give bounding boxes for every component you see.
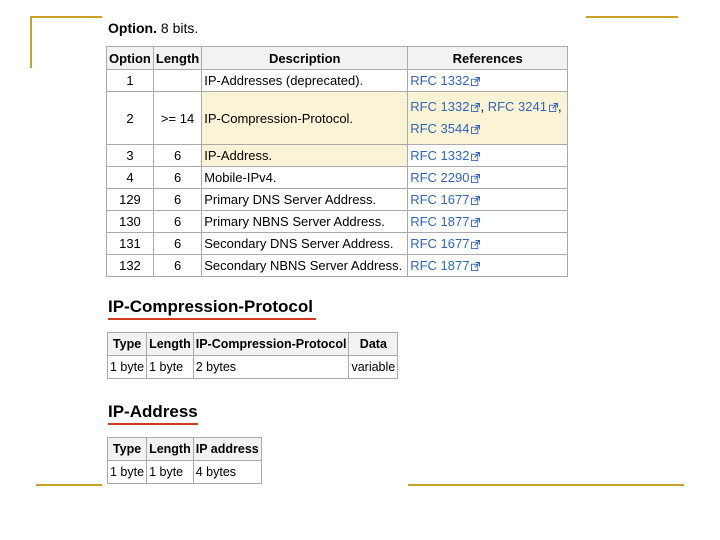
cell-option: 132 — [107, 255, 154, 277]
section-underline — [108, 318, 316, 320]
cell-references — [408, 233, 568, 255]
header-ip-compression-protocol: IP-Compression-Protocol — [193, 333, 349, 356]
external-link-icon — [471, 196, 480, 205]
cell-references — [408, 167, 568, 189]
cell-option: 130 — [107, 211, 154, 233]
header-data: Data — [349, 333, 398, 356]
cell-description: IP-Addresses (deprecated). — [202, 70, 408, 92]
heading-rest: 8 bits. — [157, 20, 199, 36]
cell-length: 6 — [153, 233, 201, 255]
cell-references — [408, 189, 568, 211]
cell-type: 1 byte — [108, 461, 147, 484]
cell-description: IP-Compression-Protocol. — [202, 92, 408, 145]
header-ip-address: IP address — [193, 438, 261, 461]
ip-compression-table — [107, 332, 398, 379]
cell-length: 6 — [153, 255, 201, 277]
cell-length: 6 — [153, 145, 201, 167]
heading-bold: Option. — [108, 20, 157, 36]
cell-description: IP-Address. — [202, 145, 408, 167]
ref-link[interactable]: RFC 1877 — [410, 258, 470, 273]
cell-option: 4 — [107, 167, 154, 189]
options-header-row — [107, 47, 568, 70]
external-link-icon — [549, 103, 558, 112]
frame-line — [30, 16, 102, 18]
cell-length: >= 14 — [153, 92, 201, 145]
table-row — [107, 189, 568, 211]
table-row — [107, 145, 568, 167]
ref-link[interactable]: RFC 1877 — [410, 214, 470, 229]
section-title-ip-address: IP-Address — [108, 402, 198, 421]
external-link-icon — [471, 262, 480, 271]
cell-length: 1 byte — [147, 461, 194, 484]
section-title-ip-compression: IP-Compression-Protocol — [108, 297, 313, 316]
frame-line — [408, 484, 684, 486]
options-table — [106, 46, 568, 277]
cell-description: Secondary NBNS Server Address. — [202, 255, 408, 277]
cell-length: 1 byte — [147, 356, 194, 379]
table-row — [107, 211, 568, 233]
cell-option: 129 — [107, 189, 154, 211]
header-type: Type — [108, 438, 147, 461]
header-option: Option — [107, 47, 154, 70]
cell-ip-address: 4 bytes — [193, 461, 261, 484]
frame-line — [30, 16, 32, 68]
table-row — [108, 461, 262, 484]
table-row — [107, 70, 568, 92]
header-description: Description — [202, 47, 408, 70]
header-length: Length — [147, 333, 194, 356]
cell-length: 6 — [153, 167, 201, 189]
header-references: References — [408, 47, 568, 70]
table-header-row — [108, 333, 398, 356]
section-underline — [108, 423, 198, 425]
cell-references — [408, 255, 568, 277]
ref-link[interactable]: RFC 1332 — [410, 73, 470, 88]
ref-link[interactable]: RFC 3544 — [410, 121, 470, 136]
cell-option: 2 — [107, 92, 154, 145]
frame-line — [36, 484, 102, 486]
external-link-icon — [471, 174, 480, 183]
table-row — [107, 255, 568, 277]
ref-link[interactable]: RFC 2290 — [410, 170, 470, 185]
cell-length — [153, 70, 201, 92]
cell-option: 3 — [107, 145, 154, 167]
cell-option: 131 — [107, 233, 154, 255]
external-link-icon — [471, 152, 480, 161]
ip-address-table — [107, 437, 262, 484]
cell-description: Primary DNS Server Address. — [202, 189, 408, 211]
ref-link[interactable]: RFC 1332 — [410, 99, 470, 114]
ref-link[interactable]: RFC 3241 — [487, 99, 547, 114]
cell-references — [408, 70, 568, 92]
cell-references — [408, 145, 568, 167]
table-row — [107, 167, 568, 189]
cell-option: 1 — [107, 70, 154, 92]
ref-link[interactable]: RFC 1677 — [410, 236, 470, 251]
cell-length: 6 — [153, 189, 201, 211]
table-row — [107, 92, 568, 145]
ref-link[interactable]: RFC 1677 — [410, 192, 470, 207]
header-length: Length — [153, 47, 201, 70]
external-link-icon — [471, 218, 480, 227]
page-heading — [108, 20, 198, 36]
cell-type: 1 byte — [108, 356, 147, 379]
table-row — [107, 233, 568, 255]
external-link-icon — [471, 240, 480, 249]
cell-references: RFC 1332 , RFC 3241 , RFC 3544 — [408, 92, 568, 145]
cell-data: variable — [349, 356, 398, 379]
table-header-row — [108, 438, 262, 461]
external-link-icon — [471, 77, 480, 86]
frame-line — [586, 16, 678, 18]
table-row — [108, 356, 398, 379]
header-type: Type — [108, 333, 147, 356]
cell-protocol: 2 bytes — [193, 356, 349, 379]
cell-references — [408, 211, 568, 233]
cell-description: Mobile-IPv4. — [202, 167, 408, 189]
cell-description: Secondary DNS Server Address. — [202, 233, 408, 255]
ref-link[interactable]: RFC 1332 — [410, 148, 470, 163]
cell-description: Primary NBNS Server Address. — [202, 211, 408, 233]
external-link-icon — [471, 125, 480, 134]
header-length: Length — [147, 438, 194, 461]
cell-length: 6 — [153, 211, 201, 233]
